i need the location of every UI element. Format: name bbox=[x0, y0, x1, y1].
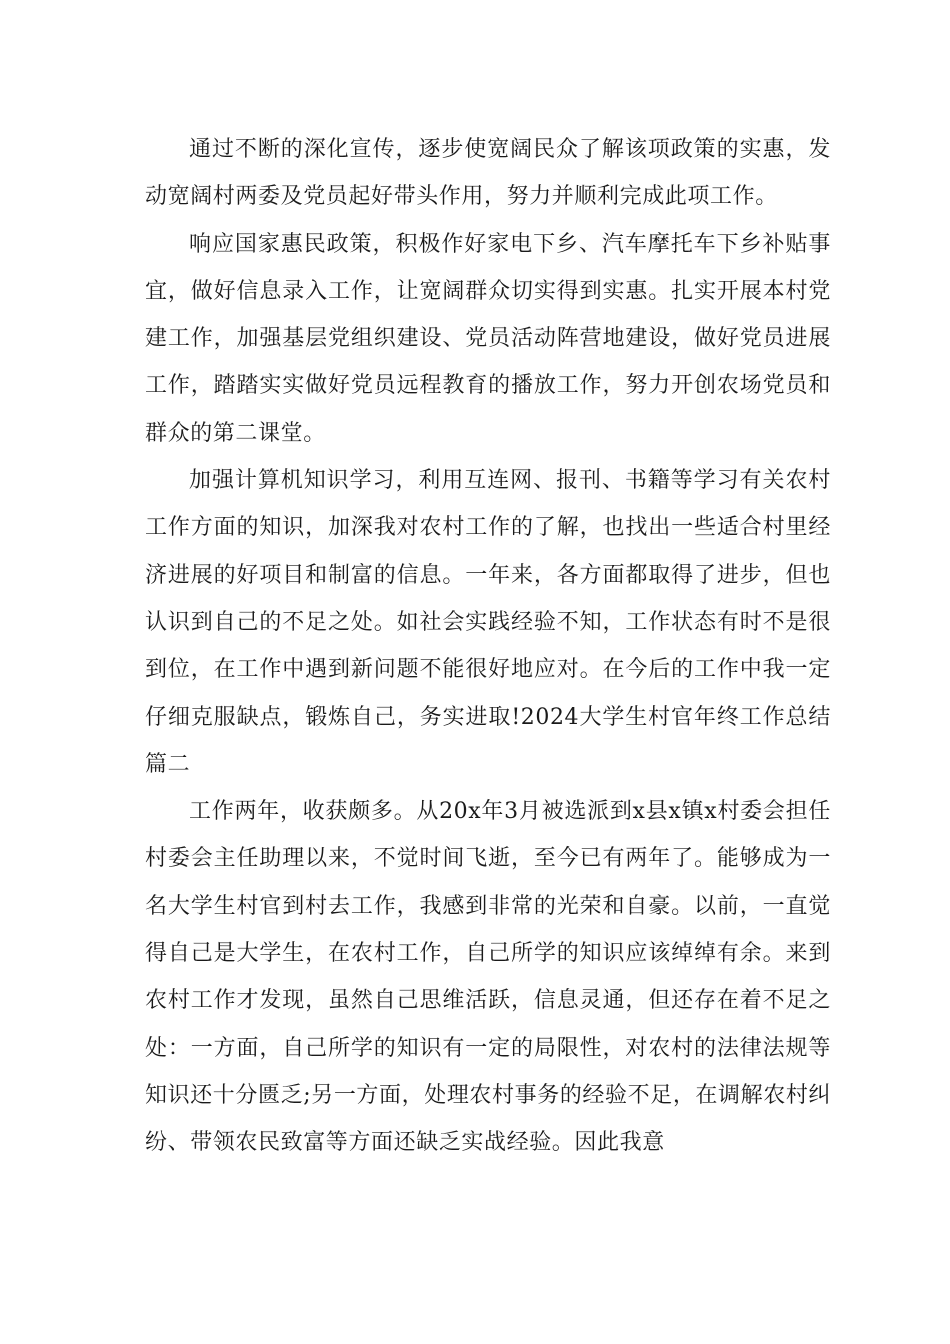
paragraph-4: 工作两年，收获颇多。从20x年3月被选派到x县x镇x村委会担任村委会主任助理以来，不觉时间飞逝，至今已有两年了。能够成为一名大学生村官到村去工作，我感到非常的光荣和自豪。以前，一直觉得自己是大学生，在农村工作，自己所学的知识应该绰绰有余。来到农村工作才发现，虽然自己思维活跃，信息灵通，但还存在着不足之处：一方面，自己所学的知识有一定的局限性，对农村的法律法规等知识还十分匮乏;另一方面，处理农村事务的经验不足，在调解农村纠纷、带领农民致富等方面还缺乏实战经验。因此我意 bbox=[145, 799, 832, 1156]
paragraph-2: 响应国家惠民政策，积极作好家电下乡、汽车摩托车下乡补贴事宜，做好信息录入工作，让宽阔群众切实得到实惠。扎实开展本村党建工作，加强基层党组织建设、党员活动阵营地建设，做好党员进展工作，踏踏实实做好党员远程教育的播放工作，努力开创农场党员和群众的第二课堂。 bbox=[145, 231, 831, 446]
paragraph-1: 通过不断的深化宣传，逐步使宽阔民众了解该项政策的实惠，发动宽阔村两委及党员起好带头作用，努力并顺利完成此项工作。 bbox=[145, 137, 831, 210]
paragraph-3: 加强计算机知识学习，利用互连网、报刊、书籍等学习有关农村工作方面的知识，加深我对农村工作的了解，也找出一些适合村里经济进展的好项目和制富的信息。一年来，各方面都取得了进步，但也认识到自己的不足之处。如社会实践经验不知，工作状态有时不是很到位，在工作中遇到新问题不能很好地应对。在今后的工作中我一定仔细克服缺点，锻炼自己，务实进取!2024大学生村官年终工作总结篇二 bbox=[145, 468, 831, 777]
document-body bbox=[145, 126, 831, 1167]
